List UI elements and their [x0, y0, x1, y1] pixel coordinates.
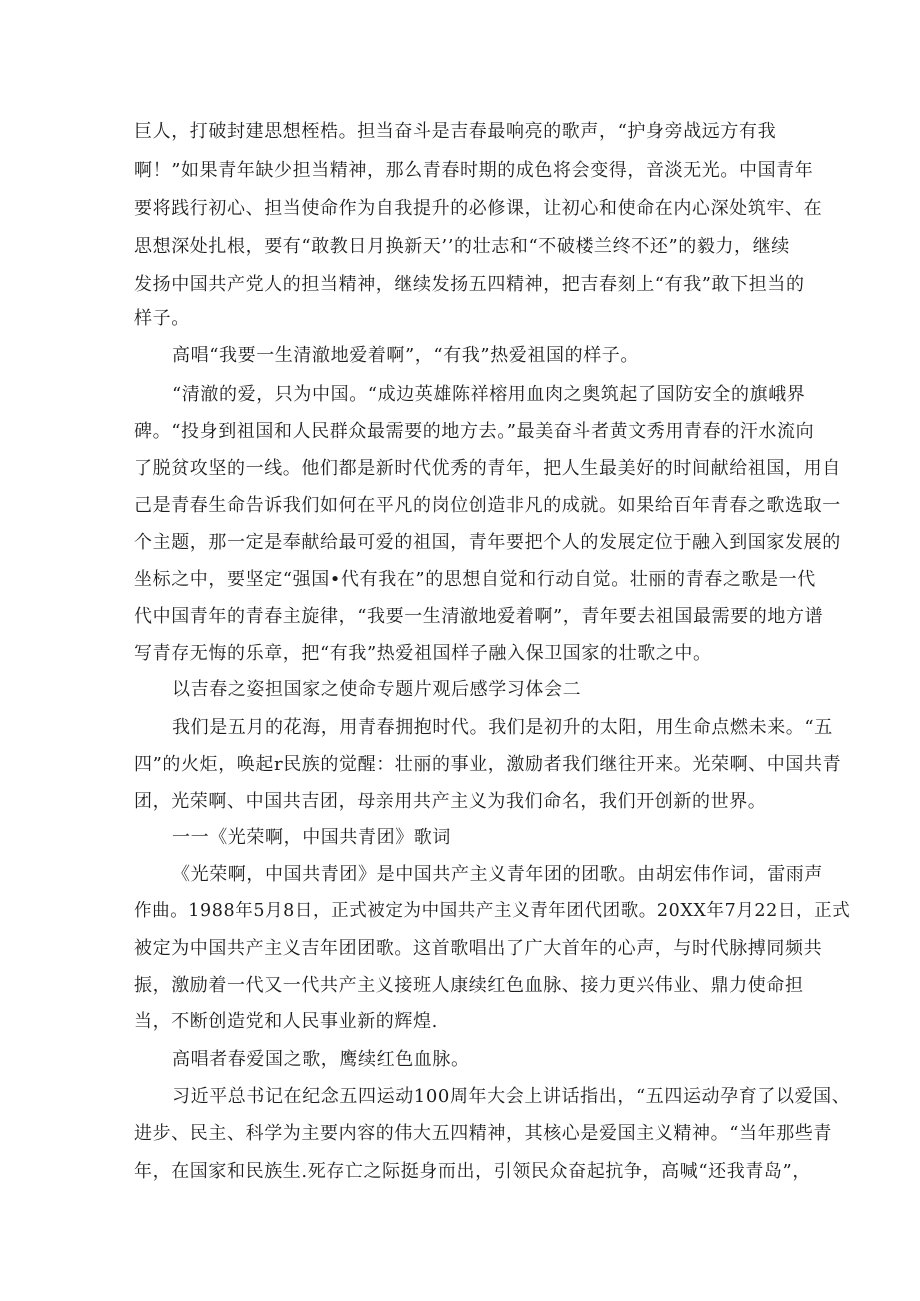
text-line: 坐标之中，要坚定“强国•代有我在”的思想自觉和行动自觉。壮丽的青春之歌是一代	[134, 569, 816, 590]
text-line: 团，光荣啊、中国共吉团，母亲用共产主义为我们命名，我们开创新的世界。	[134, 791, 767, 812]
text-line: 当，不断创造党和人民事业新的辉煌.	[134, 1011, 438, 1032]
text-line: 振，激励着一代又一代共产主义接班人康续红色血脉、接力更兴伟业、鼎力使命担	[134, 975, 804, 996]
text-line: 写青存无悔的乐章，把“有我”热爱祖国样子融入保卫国家的壮歌之中。	[134, 643, 712, 664]
text-line: 巨人，打破封建思想桎梏。担当奋斗是吉春最响亮的歌声，“护身旁战远方有我	[134, 121, 777, 142]
text-line: 《光荣啊，中国共青团》是中国共产主义青年团的团歌。由胡宏伟作词，雷雨声	[172, 864, 823, 885]
text-line: 四”的火炬，唤起r民族的觉醒：壮丽的事业，激励者我们继往开来。光荣啊、中国共青	[134, 754, 842, 775]
text-line: 被定为中国共产主义吉年团团歌。这首歌唱出了广大首年的心声，与时代脉搏同频共	[134, 938, 823, 959]
text-line: 高唱者春爱国之歌，鹰续红色血脉。	[172, 1049, 470, 1070]
text-line: 我们是五月的花海，用青春拥抱时代。我们是初升的太阳，用生命点燃未来。“五	[172, 717, 833, 738]
text-line: 思想深处扎根，要有“敢教日月换新天’’的壮志和“不破楼兰终不还”的毅力，继续	[134, 236, 790, 257]
text-line: 碑。“投身到祖国和人民群众最需要的地方去。”最美奋斗者黄文秀用青春的汗水流向	[134, 421, 815, 442]
text-line: 作曲。1988年5月8日，正式被定为中国共产主义青年团代团歌。20XX年7月22日，正式	[134, 901, 851, 921]
text-line: 发扬中国共产党人的担当精神，继续发扬五四精神，把吉春刻上“有我”敢下担当的	[134, 274, 805, 295]
text-line: 己是青春生命告诉我们如何在平凡的岗位创造非凡的成就。如果给百年青春之歌选取一	[134, 495, 841, 516]
text-line: 习近平总书记在纪念五四运动100周年大会上讲话指出，“五四运动孕育了以爱国、	[172, 1086, 851, 1107]
text-line: 要将践行初心、担当使命作为自我提升的必修课，让初心和使命在内心深处筑牢、在	[134, 198, 823, 219]
text-line: 代中国青年的青春主旋律，“我要一生清澈地爱着啊”，青年要去祖国最需要的地方谱	[134, 606, 824, 627]
text-line: 年，在国家和民族生.死存亡之际挺身而出，引领民众奋起抗争，高喊“还我青岛”，	[134, 1161, 811, 1182]
text-line: 个主题，那一定是奉献给最可爱的祖国，青年要把个人的发展定位于融入到国家发展的	[134, 532, 841, 553]
section-heading: 以吉春之姿担国家之使命专题片观后感学习体会二	[172, 679, 582, 700]
text-line: 了脱贫攻坚的一线。他们都是新时代优秀的青年，把人生最美好的时间献给祖国，用自	[134, 458, 841, 479]
text-line: 高唱“我要一生清澈地爱着啊”，“有我”热爱祖国的样子。	[172, 345, 640, 366]
text-line: 啊！”如果青年缺少担当精神，那么青春时期的成色将会变得，音淡无光。中国青年	[134, 160, 814, 181]
text-line: 样子。	[134, 308, 190, 329]
text-line: “清澈的爱，只为中国。“成边英雄陈祥榕用血肉之奥筑起了国防安全的旗峨界	[172, 384, 806, 405]
text-line: 进步、民主、科学为主要内容的伟大五四精神，其核心是爱国主义精神。“当年那些青	[134, 1123, 832, 1144]
text-line: 一一《光荣啊，中国共青团》歌词	[172, 827, 451, 848]
